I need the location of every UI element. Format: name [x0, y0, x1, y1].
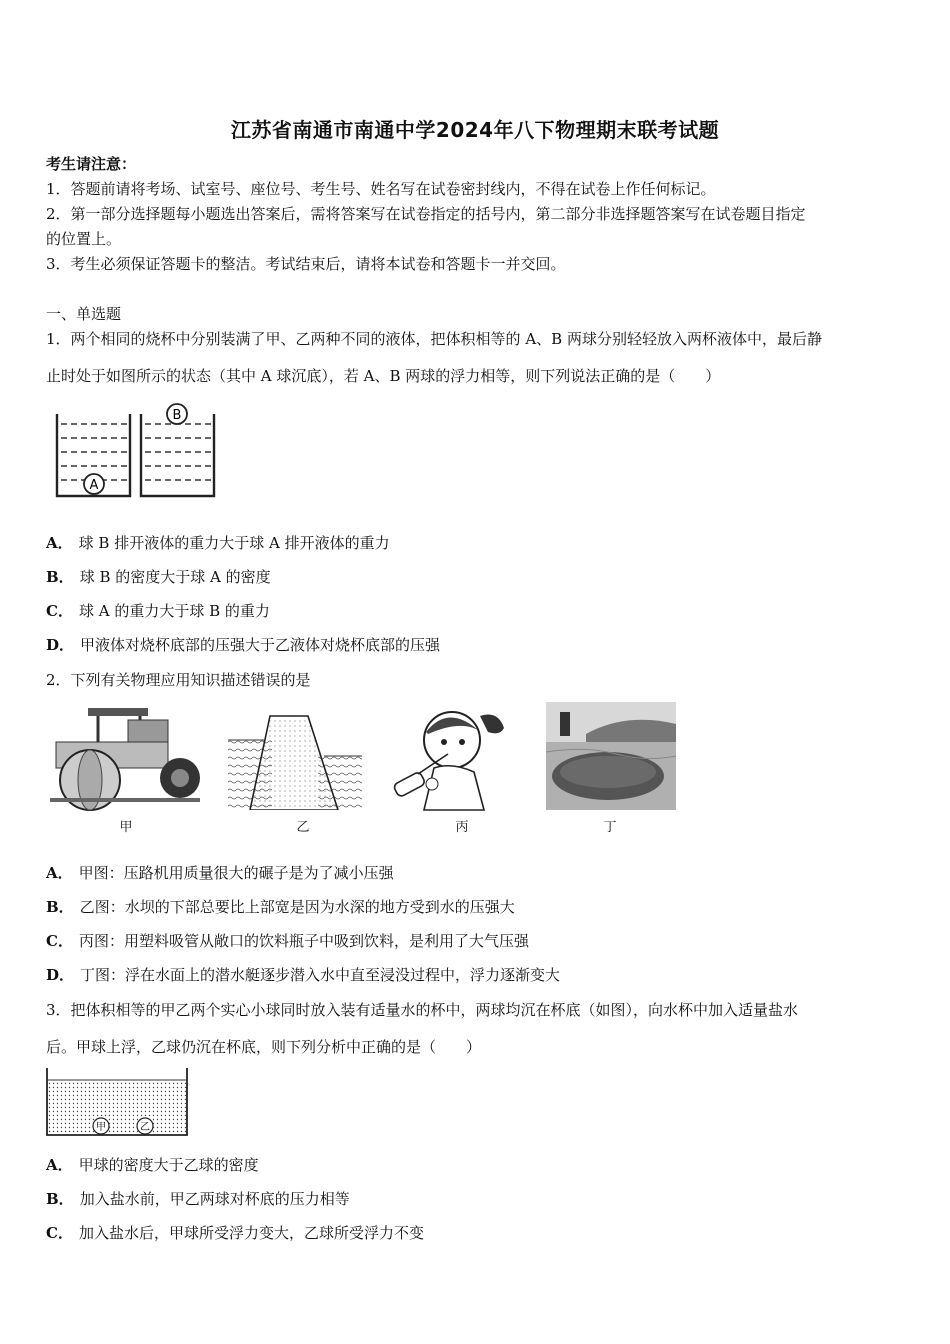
option-text: 加入盐水前，甲乙两球对杯底的压力相等 [79, 1190, 350, 1208]
notice-heading: 考生请注意： [46, 155, 137, 173]
option-letter: B． [46, 1190, 74, 1208]
notice-item-3: 3．考生必须保证答题卡的整洁。考试结束后，请将本试卷和答题卡一并交回。 [46, 255, 566, 273]
notice-item-1: 1．答题前请将考场、试室号、座位号、考生号、姓名写在试卷密封线内，不得在试卷上作任何标记。 [46, 180, 716, 198]
option-text: 丙图：用塑料吸管从敞口的饮料瓶子中吸到饮料，是利用了大气压强 [78, 932, 529, 950]
q2-option-c[interactable] [46, 930, 529, 951]
option-text: 加入盐水后，甲球所受浮力变大，乙球所受浮力不变 [78, 1224, 424, 1242]
option-text: 甲液体对烧杯底部的压强大于乙液体对烧杯底部的压强 [80, 636, 441, 654]
road-roller-figure [48, 700, 203, 812]
option-text: 球 B 排开液体的重力大于球 A 排开液体的重力 [78, 534, 390, 552]
question-3-line-1: 3．把体积相等的甲乙两个实心小球同时放入装有适量水的杯中，两球均沉在杯底（如图），向水杯中加入适量盐水 [46, 1001, 799, 1019]
beakers-figure [54, 402, 220, 500]
figure-label-jia: 甲 [119, 820, 133, 835]
option-text: 甲图：压路机用质量很大的碾子是为了减小压强 [78, 864, 394, 882]
cup-figure [44, 1066, 190, 1138]
figure-label-yi: 乙 [296, 820, 310, 835]
option-letter: B． [46, 568, 74, 586]
q3-option-b[interactable] [46, 1188, 350, 1209]
notice-item-2-cont: 的位置上。 [46, 230, 122, 248]
section-heading: 一、单选题 [46, 305, 122, 323]
option-letter: D． [46, 636, 75, 654]
question-3-line-2: 后。甲球上浮，乙球仍沉在杯底，则下列分析中正确的是（ ） [46, 1038, 482, 1056]
option-text: 甲球的密度大于乙球的密度 [78, 1156, 259, 1174]
figure-label-bing: 丙 [455, 820, 469, 835]
q2-option-a[interactable] [46, 862, 394, 883]
option-letter: C． [46, 602, 73, 620]
option-letter: C． [46, 1224, 73, 1242]
page-title: 江苏省南通市南通中学2024年八下物理期末联考试题 [230, 118, 720, 142]
notice-item-2: 2．第一部分选择题每小题选出答案后，需将答案写在试卷指定的括号内，第二部分非选择题答案写在试卷题目指定 [46, 205, 806, 223]
q2-option-d[interactable] [46, 964, 560, 985]
q1-option-d[interactable] [46, 634, 440, 655]
dam-figure [228, 714, 362, 810]
ball-b-label: B [172, 408, 182, 423]
q1-option-a[interactable] [46, 532, 390, 553]
ball-jia-label: 甲 [96, 1122, 106, 1133]
option-text: 乙图：水坝的下部总要比上部宽是因为水深的地方受到水的压强大 [79, 898, 515, 916]
submarine-figure [546, 702, 676, 810]
figure-label-ding: 丁 [603, 820, 617, 835]
ball-yi-label: 乙 [140, 1122, 150, 1133]
option-text: 丁图：浮在水面上的潜水艇逐步潜入水中直至浸没过程中，浮力逐渐变大 [80, 966, 561, 984]
option-letter: A． [46, 1156, 73, 1174]
q1-option-b[interactable] [46, 566, 271, 587]
option-text: 球 B 的密度大于球 A 的密度 [79, 568, 271, 586]
question-2-line-1: 2．下列有关物理应用知识描述错误的是 [46, 671, 311, 689]
option-letter: A． [46, 534, 73, 552]
ball-a-label: A [89, 478, 99, 493]
question-1-line-2: 止时处于如图所示的状态（其中 A 球沉底），若 A、B 两球的浮力相等，则下列说法正确的是（ ） [46, 367, 721, 385]
question-1-line-1: 1．两个相同的烧杯中分别装满了甲、乙两种不同的液体，把体积相等的 A、B 两球分别轻轻放入两杯液体中，最后静 [46, 330, 822, 348]
option-letter: A． [46, 864, 73, 882]
option-letter: D． [46, 966, 75, 984]
option-letter: B． [46, 898, 74, 916]
q3-option-c[interactable] [46, 1222, 424, 1243]
q3-option-a[interactable] [46, 1154, 259, 1175]
girl-straw-figure [388, 702, 512, 812]
q1-option-c[interactable] [46, 600, 270, 621]
q2-option-b[interactable] [46, 896, 515, 917]
option-text: 球 A 的重力大于球 B 的重力 [78, 602, 270, 620]
option-letter: C． [46, 932, 73, 950]
